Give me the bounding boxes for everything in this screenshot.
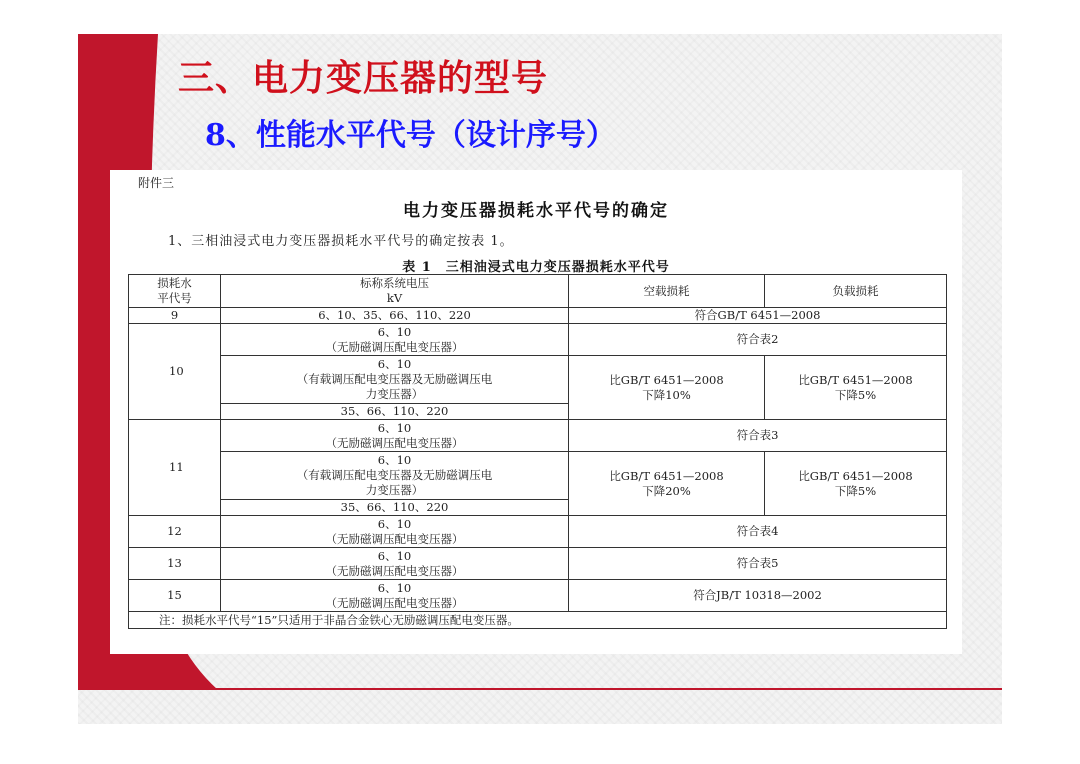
no-load-line2: 下降20%: [642, 483, 691, 498]
load-line1: 比GB/T 6451—2008: [798, 468, 913, 483]
standard-cell: 符合表5: [569, 548, 947, 580]
header-level-line1: 损耗水: [157, 276, 192, 290]
voltage-cell: [221, 420, 569, 452]
load-line2: 下降5%: [834, 387, 877, 402]
level-cell: 11: [129, 420, 221, 516]
slide-title: 三、电力变压器的型号: [178, 57, 549, 99]
voltage-value: 6、10: [377, 420, 412, 435]
table-row: [129, 420, 947, 452]
level-cell: 12: [129, 516, 221, 548]
voltage-cell: 35、66、110、220: [221, 404, 569, 420]
header-voltage: [221, 275, 569, 308]
voltage-desc-cont: 力变压器）: [365, 387, 424, 401]
voltage-cell: 35、66、110、220: [221, 500, 569, 516]
no-load-line1: 比GB/T 6451—2008: [609, 372, 724, 387]
voltage-value: 6、10: [377, 580, 412, 595]
voltage-cell: 6、10、35、66、110、220: [221, 308, 569, 324]
voltage-cell: [221, 580, 569, 612]
slide-subtitle: 8、性能水平代号（设计序号）: [205, 118, 616, 153]
standard-cell: 符合GB/T 6451—2008: [569, 308, 947, 324]
voltage-value: 6、10: [377, 453, 412, 467]
document-image: [110, 170, 962, 654]
voltage-value: 6、10: [377, 324, 412, 339]
no-load-cell: [569, 356, 765, 420]
voltage-cell: [221, 516, 569, 548]
level-cell: 9: [129, 308, 221, 324]
table-note: 注：损耗水平代号“15”只适用于非晶合金铁心无励磁调压配电变压器。: [129, 612, 947, 629]
table-note-row: [129, 612, 947, 629]
standard-cell: 符合表3: [569, 420, 947, 452]
level-cell: 10: [129, 324, 221, 420]
voltage-desc: （有载调压配电变压器及无励磁调压电: [296, 372, 493, 386]
header-no-load: 空载损耗: [569, 275, 765, 308]
header-voltage-line2: kV: [386, 291, 403, 305]
no-load-cell: [569, 452, 765, 516]
table-row: [129, 452, 947, 500]
header-voltage-line1: 标称系统电压: [360, 276, 429, 290]
voltage-desc: （无励磁调压配电变压器）: [325, 339, 464, 354]
standard-cell: 符合JB/T 10318—2002: [569, 580, 947, 612]
header-load: 负载损耗: [765, 275, 947, 308]
voltage-desc: （无励磁调压配电变压器）: [325, 435, 464, 450]
load-cell: [765, 452, 947, 516]
level-cell: 15: [129, 580, 221, 612]
header-level: [129, 275, 221, 308]
voltage-desc: （无励磁调压配电变压器）: [325, 531, 464, 546]
table-row: [129, 580, 947, 612]
loss-level-table: [128, 274, 947, 629]
voltage-value: 6、10: [377, 357, 412, 371]
table-row: [129, 324, 947, 356]
voltage-cell: [221, 324, 569, 356]
attachment-label: 附件三: [138, 176, 175, 190]
load-cell: [765, 356, 947, 420]
voltage-desc: （无励磁调压配电变压器）: [325, 595, 464, 610]
level-cell: 13: [129, 548, 221, 580]
load-line1: 比GB/T 6451—2008: [798, 372, 913, 387]
table-row: [129, 548, 947, 580]
load-line2: 下降5%: [834, 483, 877, 498]
no-load-line2: 下降10%: [642, 387, 691, 402]
voltage-desc: （无励磁调压配电变压器）: [325, 563, 464, 578]
footer-divider: [78, 688, 1002, 690]
table-row: [129, 516, 947, 548]
voltage-value: 6、10: [377, 516, 412, 531]
voltage-value: 6、10: [377, 548, 412, 563]
no-load-line1: 比GB/T 6451—2008: [609, 468, 724, 483]
document-intro: 1、三相油浸式电力变压器损耗水平代号的确定按表 1。: [168, 234, 514, 249]
table-row: [129, 308, 947, 324]
voltage-cell: [221, 452, 569, 500]
table-caption: 表 1 三相油浸式电力变压器损耗水平代号: [402, 260, 670, 275]
header-level-line2: 平代号: [157, 291, 192, 305]
voltage-cell: [221, 356, 569, 404]
document-title: 电力变压器损耗水平代号的确定: [403, 201, 669, 221]
standard-cell: 符合表4: [569, 516, 947, 548]
voltage-cell: [221, 548, 569, 580]
standard-cell: 符合表2: [569, 324, 947, 356]
voltage-desc: （有载调压配电变压器及无励磁调压电: [296, 468, 493, 482]
voltage-desc-cont: 力变压器）: [365, 483, 424, 497]
table-header-row: [129, 275, 947, 308]
table-row: [129, 356, 947, 404]
